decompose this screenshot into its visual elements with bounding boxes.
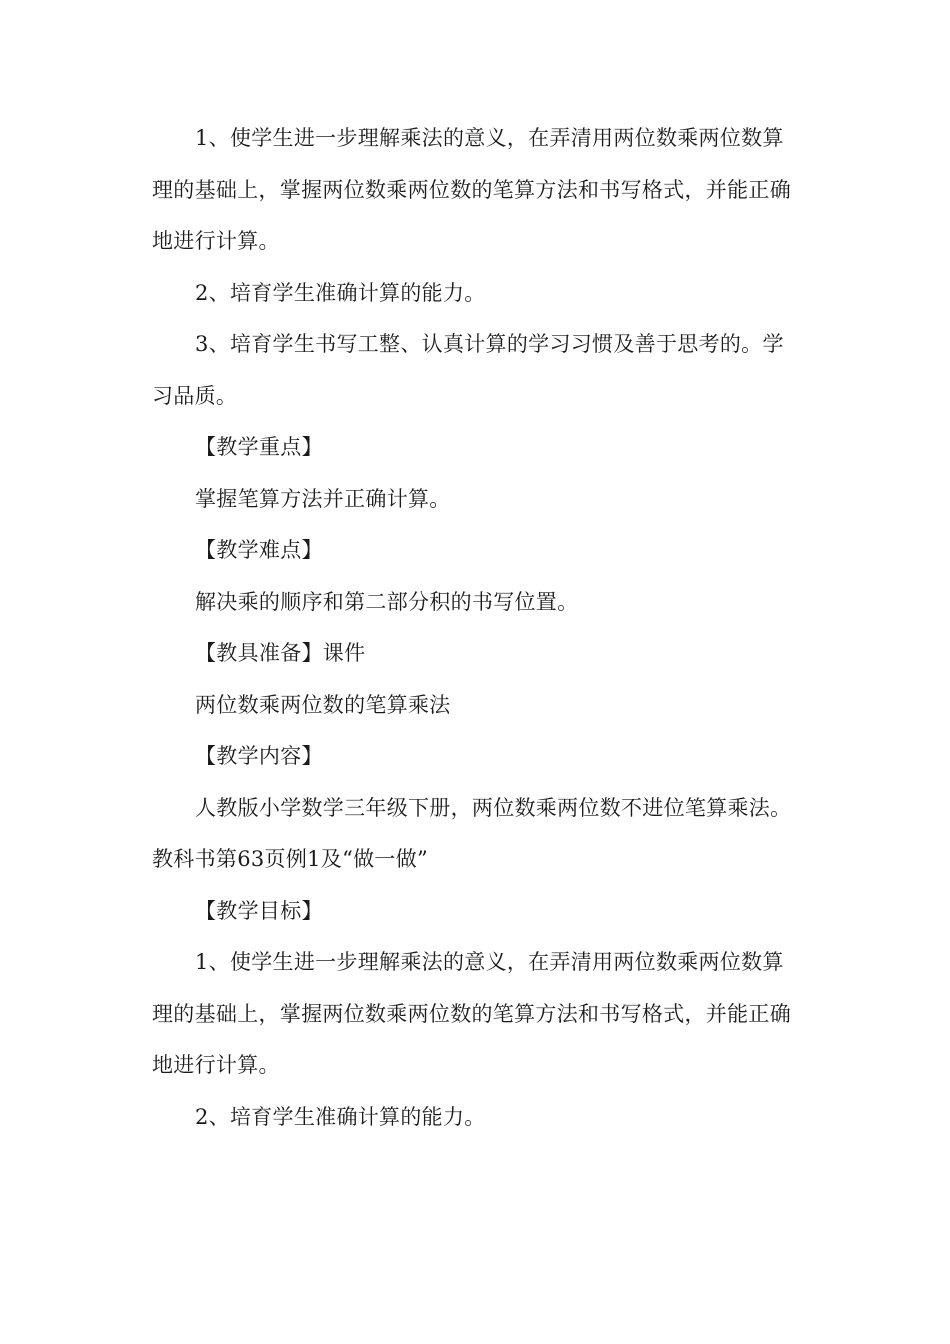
heading-teaching-aids: 【教具准备】课件 [195,641,366,665]
paragraph-objective-1-repeat: 1、使学生进一步理解乘法的意义，在弄清用两位数乘两位数算理的基础上，掌握两位数乘两位数的笔算方法和书写格式，并能正确地进行计算。 [152,950,791,1077]
paragraph-objective-1: 1、使学生进一步理解乘法的意义，在弄清用两位数乘两位数算理的基础上，掌握两位数乘两位数的笔算方法和书写格式，并能正确地进行计算。 [152,126,791,253]
document-body [152,113,802,1143]
lesson-title: 两位数乘两位数的笔算乘法 [195,692,451,717]
paragraph-objective-2-repeat: 2、培育学生准确计算的能力。 [195,1104,486,1129]
heading-difficulties: 【教学难点】 [195,538,323,562]
heading-objectives: 【教学目标】 [195,898,323,923]
heading-key-points: 【教学重点】 [195,435,323,459]
paragraph-objective-3: 3、培育学生书写工整、认真计算的学习习惯及善于思考的。学习品质。 [152,332,784,408]
paragraph-objective-2: 2、培育学生准确计算的能力。 [195,280,486,305]
heading-content: 【教学内容】 [195,744,323,768]
paragraph-content: 人教版小学数学三年级下册，两位数乘两位数不进位笔算乘法。教科书第63页例1及“做一做” [152,795,792,871]
paragraph-key-points: 掌握笔算方法并正确计算。 [195,486,451,511]
paragraph-difficulties: 解决乘的顺序和第二部分积的书写位置。 [195,589,579,614]
